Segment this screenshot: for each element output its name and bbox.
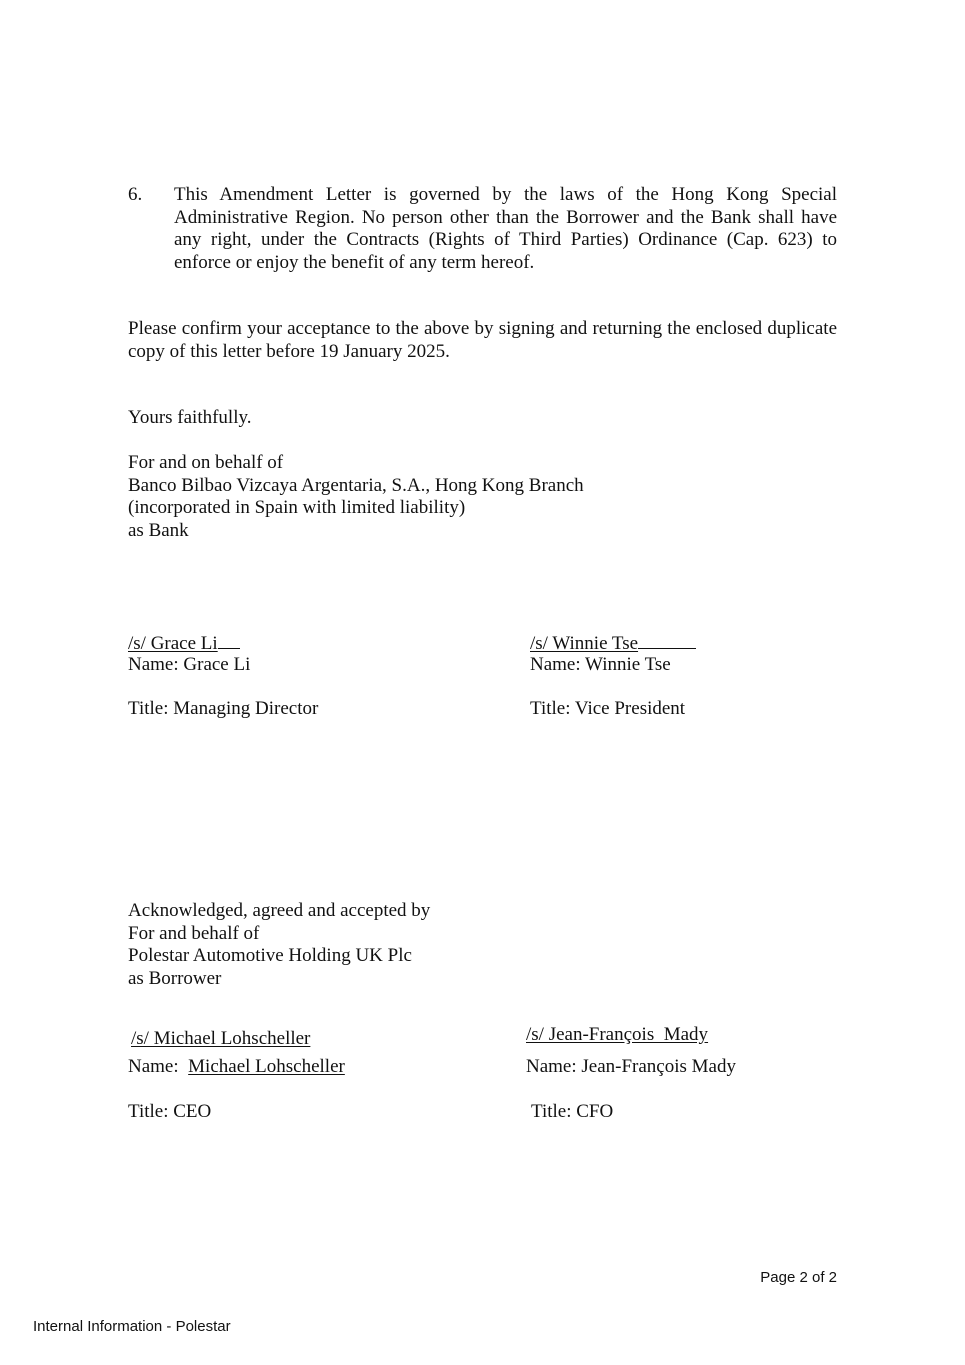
clause-number: 6.: [128, 184, 143, 205]
bank-role: as Bank: [128, 519, 189, 541]
borrower-block-line: For and behalf of: [128, 922, 260, 944]
page-number: Page 2 of 2: [760, 1269, 837, 1286]
acknowledgement-line: Acknowledged, agreed and accepted by: [128, 900, 431, 921]
borrower-signatory-2-title: Title: CFO: [531, 1101, 614, 1122]
signature-line: [218, 631, 240, 649]
classification-label: Internal Information - Polestar: [33, 1318, 231, 1335]
borrower-signatory-2-name: Name: Jean-François Mady: [526, 1056, 736, 1077]
bank-name: Banco Bilbao Vizcaya Argentaria, S.A., Hong Kong Branch: [128, 474, 584, 496]
bank-incorporation: (incorporated in Spain with limited liability): [128, 497, 466, 518]
clause-6: [128, 184, 837, 274]
signature-text: /s/ Grace Li: [128, 633, 218, 654]
borrower-signatory-1-signature: /s/ Michael Lohscheller: [131, 1028, 311, 1049]
signature-text: /s/ Winnie Tse: [530, 633, 639, 654]
borrower-signature-block: [128, 900, 430, 990]
bank-signature-block: [128, 452, 584, 542]
bank-signatory-1-title: Title: Managing Director: [128, 698, 319, 719]
name-label: Name:: [128, 1056, 189, 1077]
name-value: Michael Lohscheller: [188, 1056, 345, 1077]
borrower-signatory-2-signature: /s/ Jean-François Mady: [526, 1024, 709, 1045]
closing-salutation: Yours faithfully.: [128, 407, 252, 428]
borrower-role: as Borrower: [128, 967, 222, 989]
borrower-signatory-1-title: Title: CEO: [128, 1101, 212, 1122]
borrower-name: Polestar Automotive Holding UK Plc: [128, 945, 412, 966]
signature-line: [638, 631, 696, 649]
bank-signatory-2-signature: [530, 631, 696, 656]
bank-signatory-2-title: Title: Vice President: [530, 698, 686, 719]
bank-block-line: For and on behalf of: [128, 452, 284, 473]
bank-signatory-1-name: Name: Grace Li: [128, 654, 251, 675]
confirmation-paragraph: Please confirm your acceptance to the above by signing and returning the enclosed duplicate copy of this letter before 19 January 2025.: [128, 318, 837, 362]
borrower-signatory-1-name: [128, 1056, 345, 1079]
bank-signatory-2-name: Name: Winnie Tse: [530, 654, 671, 675]
bank-signatory-1-signature: [128, 631, 240, 656]
clause-text: This Amendment Letter is governed by the laws of the Hong Kong Special Administrative Region. No person other than the Borrower and the Bank shall have any right, under the Contracts (Rights of Third Parties) Ordinance (Cap. 623) to enforce or enjoy the benefit of any term hereof.: [174, 184, 837, 273]
